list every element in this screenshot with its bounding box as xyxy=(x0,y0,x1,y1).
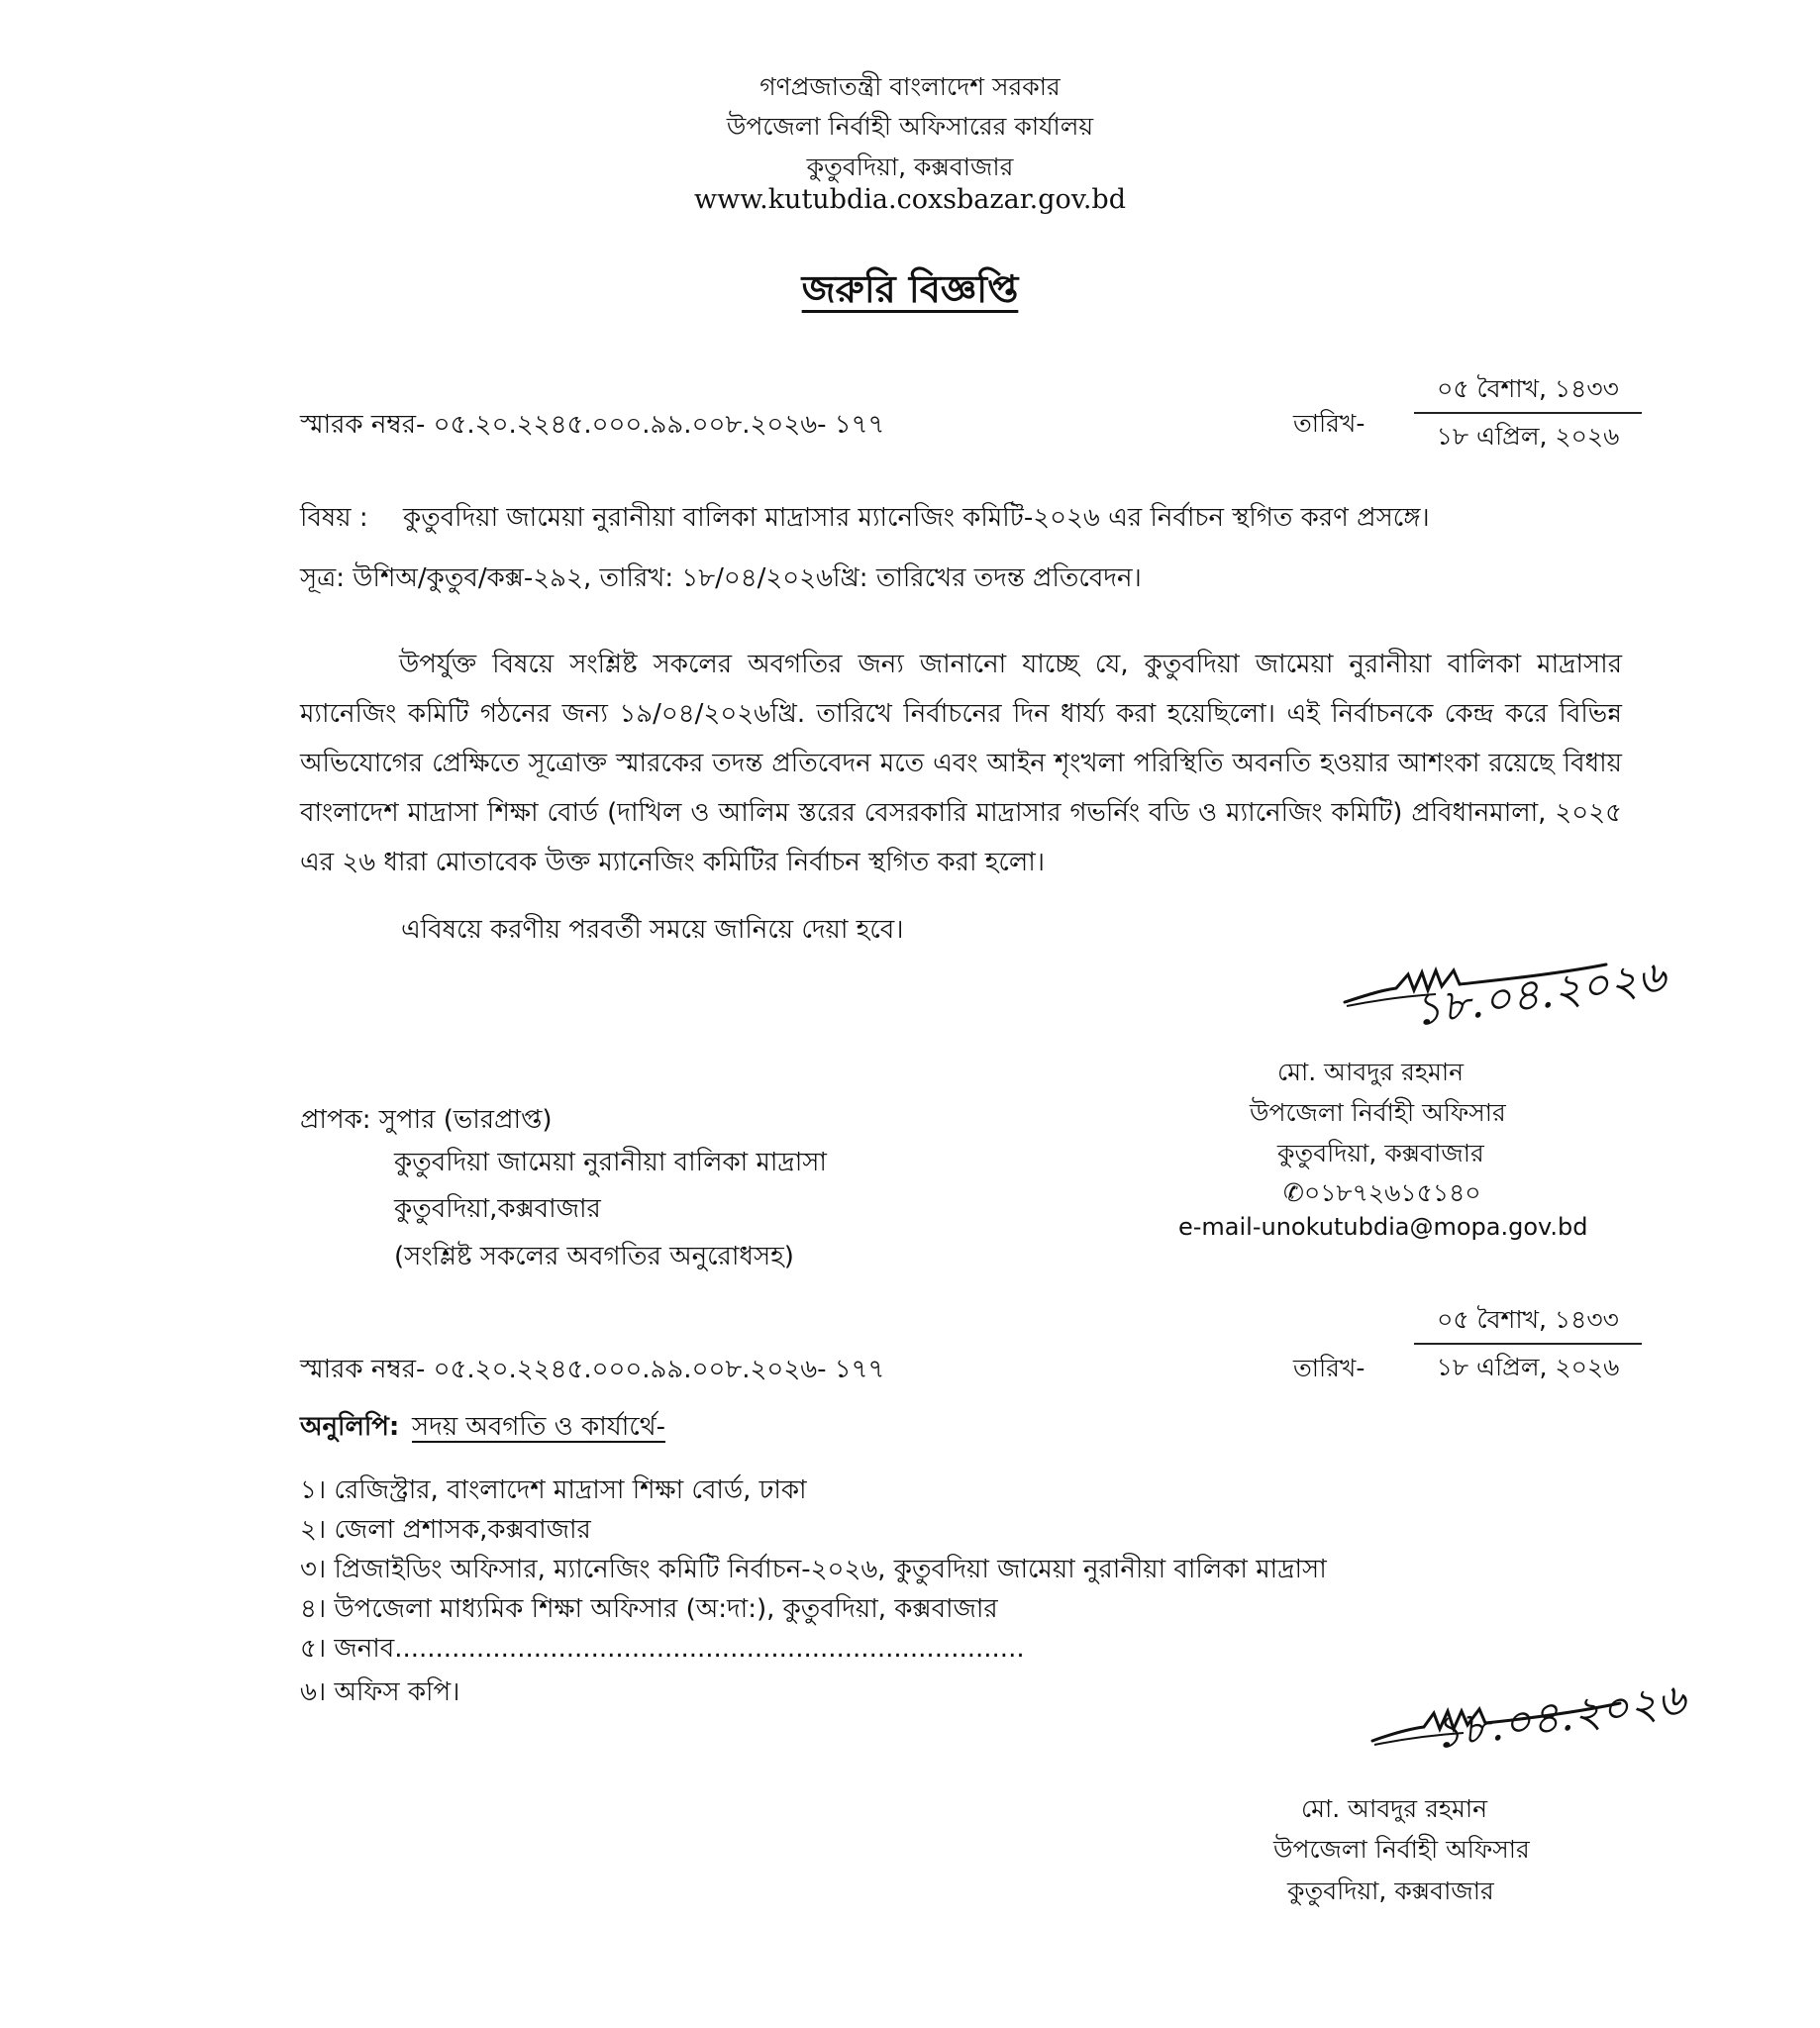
copy-purpose: সদয় অবগতি ও কার্যার্থে- xyxy=(412,1412,665,1442)
recipient-line-3: (সংশ্লিষ্ট সকলের অবগতির অনুরোধসহ) xyxy=(394,1242,794,1271)
copy-item: ২। জেলা প্রশাসক,কক্সবাজার xyxy=(300,1515,591,1545)
closing-line: এবিষয়ে করণীয় পরবর্তী সময়ে জানিয়ে দেয়া হবে। xyxy=(401,915,904,945)
copy-item: ১। রেজিস্ট্রার, বাংলাদেশ মাদ্রাসা শিক্ষা বোর্ড, ঢাকা xyxy=(300,1475,807,1505)
memo2-date-block xyxy=(1414,1297,1642,1390)
copy-item: ৩। প্রিজাইডিং অফিসার, ম্যানেজিং কমিটি নির্বাচন-২০২৬, কুতুবদিয়া জামেয়া নুরানীয়া বালিকা মাদ্রাসা xyxy=(300,1555,1327,1584)
signatory-phone: ✆০১৮৭২৬১৫১৪০ xyxy=(1283,1178,1481,1207)
memo-reference-number: স্মারক নম্বর- ০৫.২০.২২৪৫.০০০.৯৯.০০৮.২০২৬- ১৭৭ xyxy=(300,410,885,440)
website: www.kutubdia.coxsbazar.gov.bd xyxy=(693,184,1126,215)
office-location: কুতুবদিয়া, কক্সবাজার xyxy=(806,152,1014,181)
recipient-line-1: কুতুবদিয়া জামেয়া নুরানীয়া বালিকা মাদ্রাসা xyxy=(394,1148,827,1177)
date-bangla: ০৫ বৈশাখ, ১৪৩৩ xyxy=(1414,366,1642,414)
memo2-date-english: ১৮ এপ্রিল, ২০২৬ xyxy=(1436,1353,1620,1381)
recipient-label: প্রাপক: সুপার (ভারপ্রাপ্ত) xyxy=(300,1105,553,1135)
memo2-date-label: তারিখ- xyxy=(1293,1354,1365,1382)
source-reference: সূত্র: উশিঅ/কুতুব/কক্স-২৯২, তারিখ: ১৮/০৪/২০২৬খ্রি: তারিখের তদন্ত প্রতিবেদন। xyxy=(300,563,1142,593)
signature-handwritten-date: ১৮.০৪.২০২৬ xyxy=(1410,951,1669,1037)
memo2-date-bangla: ০৫ বৈশাখ, ১৪৩৩ xyxy=(1414,1297,1642,1345)
recipient-line-2: কুতুবদিয়া,কক্সবাজার xyxy=(394,1194,601,1224)
signatory-name: মো. আবদুর রহমান xyxy=(1277,1058,1465,1086)
date-label: তারিখ- xyxy=(1293,409,1365,438)
signatory-email: e-mail-unokutubdia@mopa.gov.bd xyxy=(1178,1213,1588,1241)
date-english: ১৮ এপ্রিল, ২০২৬ xyxy=(1436,422,1620,451)
body-paragraph: উপর্যুক্ত বিষয়ে সংশ্লিষ্ট সকলের অবগতির জন্য জানানো যাচ্ছে যে, কুতুবদিয়া জামেয়া নুরানীয়া বালিকা মাদ্রাসার ম্যানেজিং কমিটি গঠনের জন্য ১৯/০৪/২০২৬খ্রি. তারিখে নির্বাচনের দিন ধার্য্য করা হয়েছিলো। এই নির্বাচনকে কেন্দ্র করে বিভিন্ন অভিযোগের প্রেক্ষিতে সূত্রোক্ত স্মারকের তদন্ত প্রতিবেদন মতে এবং আইন শৃংখলা পরিস্থিতি অবনতি হওয়ার আশংকা রয়েছে বিধায় বাংলাদেশ মাদ্রাসা শিক্ষা বোর্ড (দাখিল ও আলিম স্তরের বেসরকারি মাদ্রাসার গভর্নিং বডি ও ম্যানেজিং কমিটি) প্রবিধানমালা, ২০২৫ এর ২৬ ধারা মোতাবেক উক্ত ম্যানেজিং কমিটির নির্বাচন স্থগিত করা হলো। xyxy=(300,650,1622,877)
copy-item: ৬। অফিস কপি। xyxy=(300,1677,460,1707)
office-name: উপজেলা নির্বাহী অফিসারের কার্যালয় xyxy=(726,112,1094,141)
copy-item: ৪। উপজেলা মাধ্যমিক শিক্ষা অফিসার (অ:দা:), কুতুবদিয়া, কক্সবাজার xyxy=(300,1594,998,1624)
govt-name: গণপ্রজাতন্ত্রী বাংলাদেশ সরকার xyxy=(759,72,1061,101)
copy-item: ৫। জনাব............................................................................. xyxy=(300,1634,1025,1664)
signatory2-location: কুতুবদিয়া, কক্সবাজার xyxy=(1287,1876,1494,1905)
memo2-reference-number: স্মারক নম্বর- ০৫.২০.২২৪৫.০০০.৯৯.০০৮.২০২৬- ১৭৭ xyxy=(300,1355,885,1384)
signatory-location: কুতুবদিয়া, কক্সবাজার xyxy=(1277,1139,1484,1167)
subject-label: বিষয় : xyxy=(300,503,368,533)
page-title: জরুরি বিজ্ঞপ্তি xyxy=(801,267,1019,311)
copy-label: অনুলিপি: xyxy=(300,1412,400,1442)
signatory2-designation: উপজেলা নির্বাহী অফিসার xyxy=(1273,1835,1530,1864)
memo-date-block xyxy=(1414,366,1642,459)
signature2-handwritten-date: ১৮.০৪.২০২৬ xyxy=(1430,1673,1689,1760)
subject-text: কুতুবদিয়া জামেয়া নুরানীয়া বালিকা মাদ্রাসার ম্যানেজিং কমিটি-২০২৬ এর নির্বাচন স্থগিত করণ প্রসঙ্গে। xyxy=(403,503,1430,533)
signatory2-name: মো. আবদুর রহমান xyxy=(1301,1794,1488,1823)
signatory-designation: উপজেলা নির্বাহী অফিসার xyxy=(1250,1098,1506,1127)
